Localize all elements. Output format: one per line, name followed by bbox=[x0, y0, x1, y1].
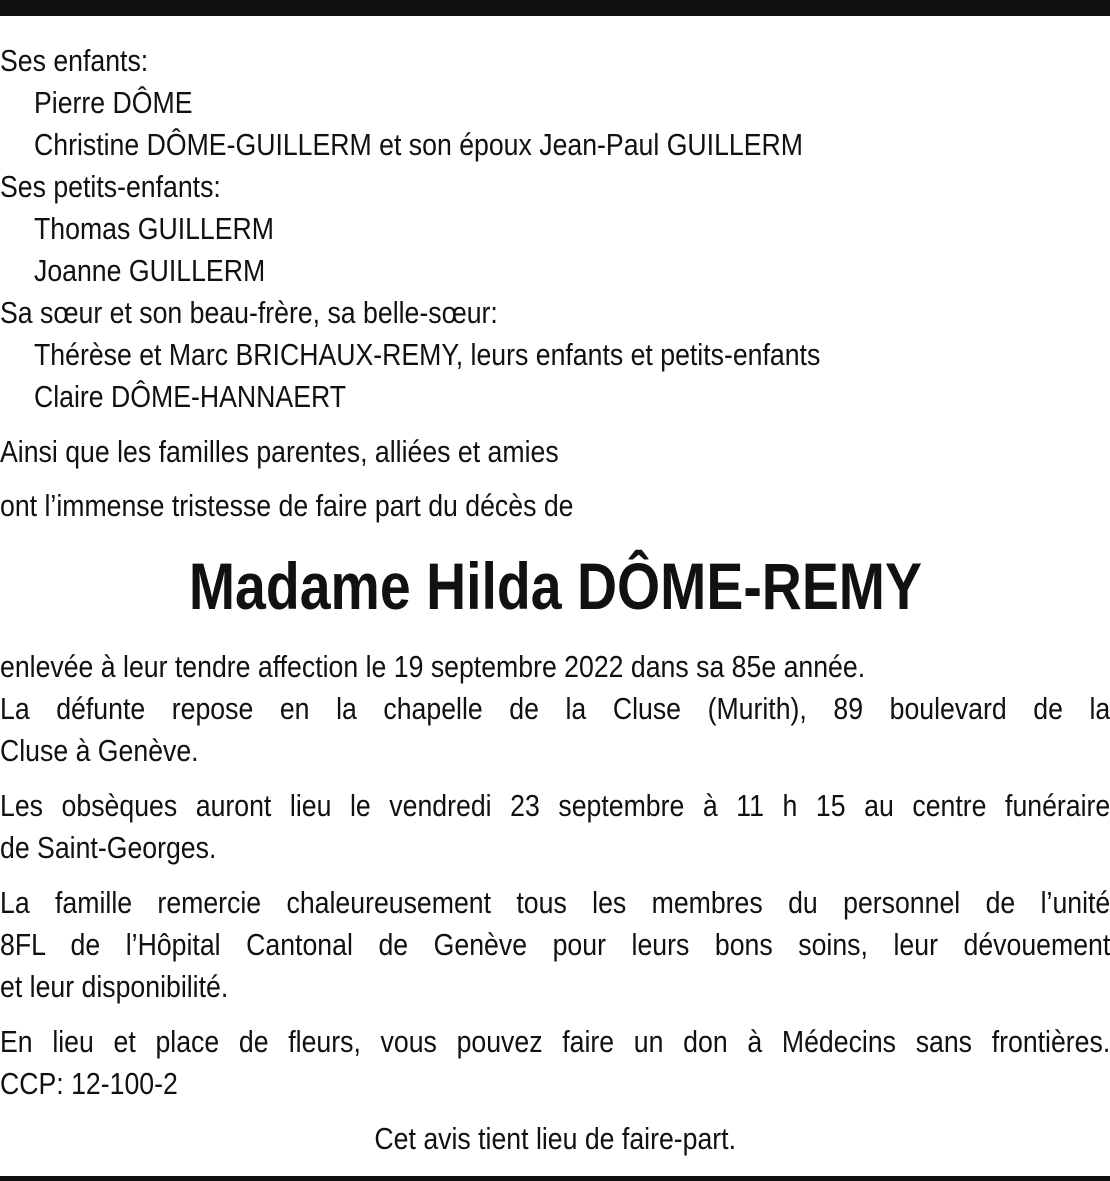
deceased-name-text: Madame Hilda DÔME-REMY bbox=[188, 549, 922, 623]
resting-place-line: La défunte repose en la chapelle de la Cluse (Murith), 89 boulevard de la bbox=[0, 691, 1110, 726]
sibling-name: Thérèse et Marc BRICHAUX-REMY, leurs enfants et petits-enfants bbox=[34, 337, 821, 372]
others-line: Ainsi que les familles parentes, alliées et amies bbox=[0, 434, 559, 469]
child-name: Pierre DÔME bbox=[34, 85, 193, 120]
grandchildren-heading: Ses petits-enfants: bbox=[0, 169, 221, 204]
grandchild-name: Thomas GUILLERM bbox=[34, 211, 275, 246]
thanks-line: 8FL de l’Hôpital Cantonal de Genève pour leurs bons soins, leur dévouement bbox=[0, 927, 1110, 962]
bottom-rule bbox=[0, 1176, 1110, 1181]
announcement-line: ont l’immense tristesse de faire part du décès de bbox=[0, 488, 574, 523]
child-name: Christine DÔME-GUILLERM et son époux Jean-Paul GUILLERM bbox=[34, 127, 803, 162]
footer-note-text: Cet avis tient lieu de faire-part. bbox=[374, 1121, 736, 1156]
siblings-heading: Sa sœur et son beau-frère, sa belle-sœur: bbox=[0, 295, 498, 330]
resting-place-line: Cluse à Genève. bbox=[0, 733, 199, 768]
deceased-name bbox=[0, 548, 1110, 624]
thanks-line: et leur disponibilité. bbox=[0, 969, 229, 1004]
funeral-line: de Saint-Georges. bbox=[0, 830, 217, 865]
grandchild-name: Joanne GUILLERM bbox=[34, 253, 266, 288]
children-heading: Ses enfants: bbox=[0, 43, 149, 78]
death-line: enlevée à leur tendre affection le 19 septembre 2022 dans sa 85e année. bbox=[0, 649, 866, 684]
funeral-line: Les obsèques auront lieu le vendredi 23 septembre à 11 h 15 au centre funéraire bbox=[0, 788, 1110, 823]
donation-account: CCP: 12-100-2 bbox=[0, 1066, 178, 1101]
sibling-name: Claire DÔME-HANNAERT bbox=[34, 379, 347, 414]
thanks-line: La famille remercie chaleureusement tous les membres du personnel de l’unité bbox=[0, 885, 1110, 920]
top-rule bbox=[0, 0, 1110, 16]
footer-note bbox=[0, 1118, 1110, 1160]
donation-line: En lieu et place de fleurs, vous pouvez faire un don à Médecins sans frontières. bbox=[0, 1024, 1110, 1059]
